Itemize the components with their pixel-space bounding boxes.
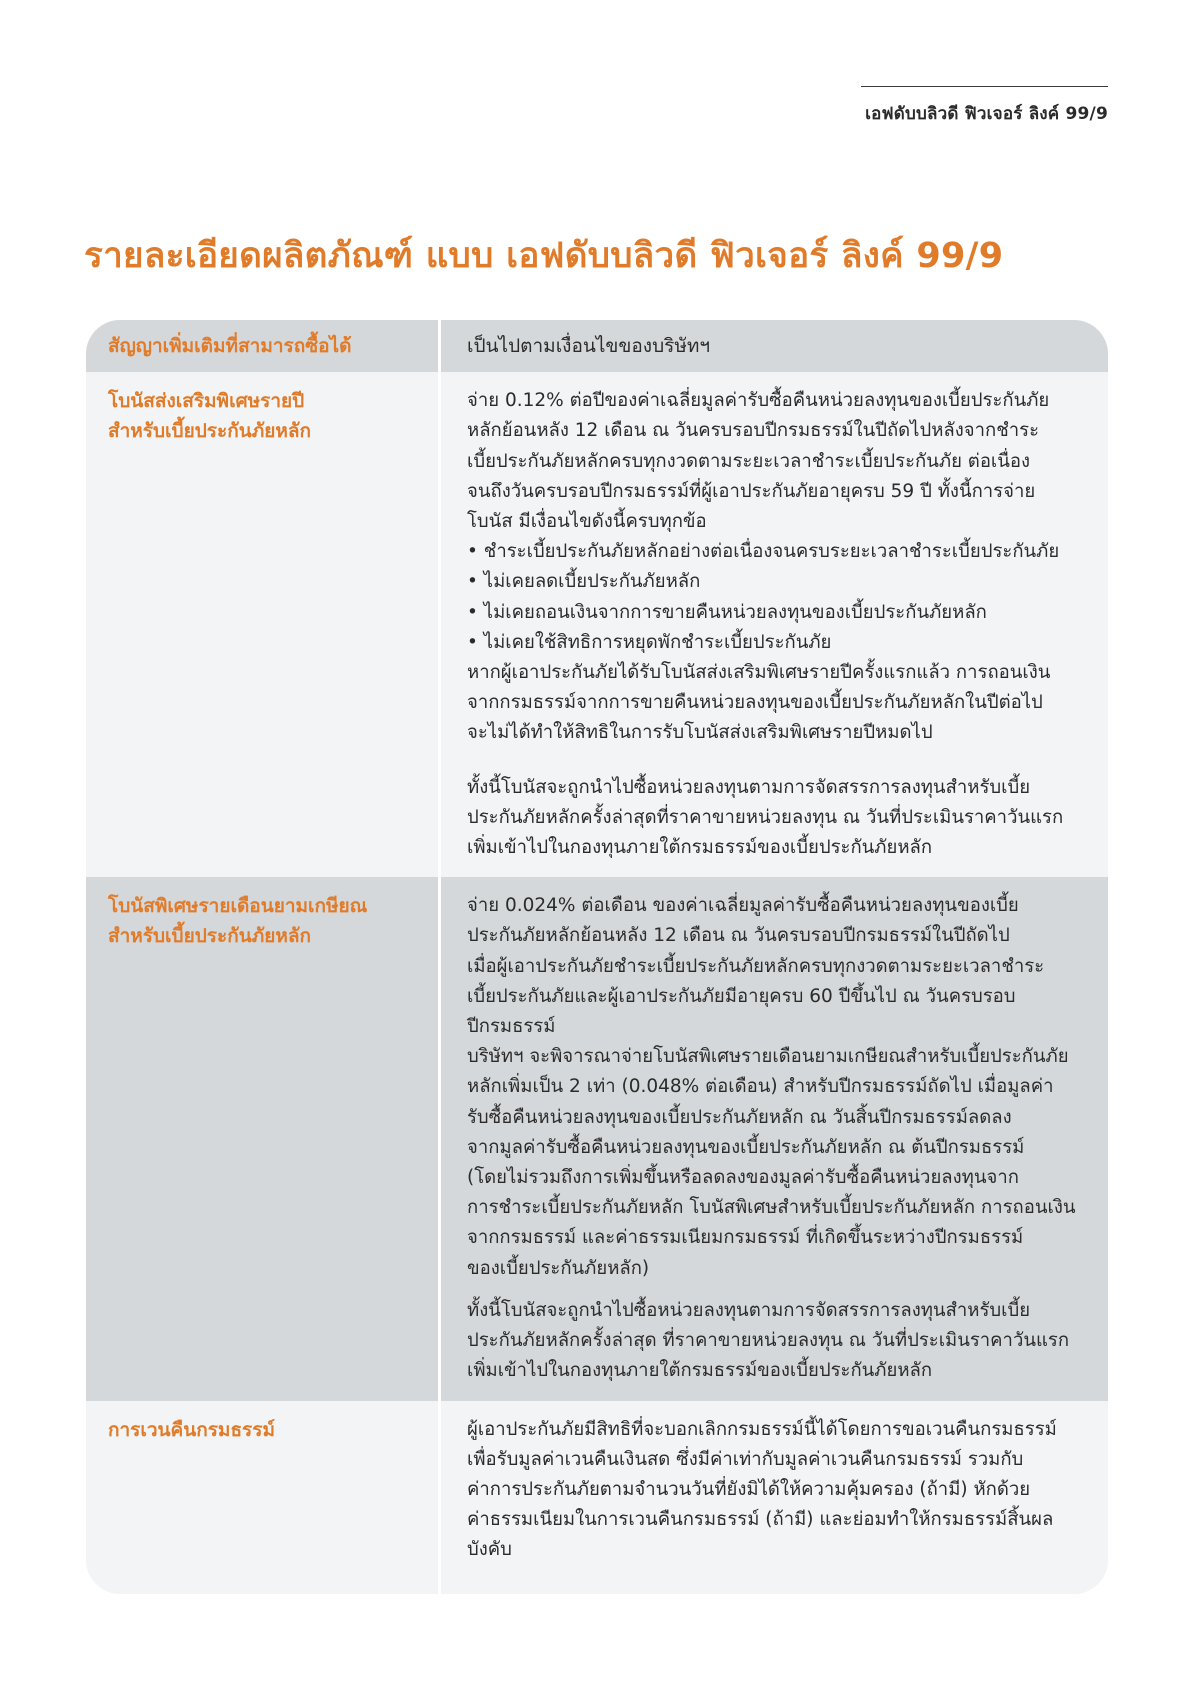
note-line: เพิ่มเข้าไปในกองทุนภายใต้กรมธรรม์ของเบี้ยประกันภัยหลัก <box>467 1360 933 1382</box>
text-line: บังคับ <box>467 1539 512 1561</box>
text-line: จากมูลค่ารับซื้อคืนหน่วยลงทุนของเบี้ยประกันภัยหลัก ณ ต้นปีกรมธรรม์ <box>467 1136 1025 1158</box>
label-line: โบนัสส่งเสริมพิเศษรายปี <box>108 390 305 413</box>
text-line: การชำระเบี้ยประกันภัยหลัก โบนัสพิเศษสำหรับเบี้ยประกันภัยหลัก การถอนเงิน <box>467 1197 1076 1219</box>
label-line: สำหรับเบี้ยประกันภัยหลัก <box>108 925 312 948</box>
condition-bullet: • ไม่เคยใช้สิทธิการหยุดพักชำระเบี้ยประกันภัย <box>467 628 1094 658</box>
note-line: ประกันภัยหลักครั้งล่าสุด ที่ราคาขายหน่วยลงทุน ณ วันที่ประเมินราคาวันแรก <box>467 1330 1070 1352</box>
row-label <box>86 1401 441 1594</box>
row-value <box>441 1401 1108 1594</box>
text-line: เบี้ยประกันภัยและผู้เอาประกันภัยมีอายุครบ 60 ปีขึ้นไป ณ วันครบรอบ <box>467 985 1016 1007</box>
row-value: เป็นไปตามเงื่อนไขของบริษัทฯ <box>467 335 711 357</box>
text-line: เพื่อรับมูลค่าเวนคืนเงินสด ซึ่งมีค่าเท่ากับมูลค่าเวนคืนกรมธรรม์ รวมกับ <box>467 1448 1024 1470</box>
text-line: ปีกรมธรรม์ <box>467 1016 556 1038</box>
table-row-riders <box>86 320 1108 372</box>
text-line: หากผู้เอาประกันภัยได้รับโบนัสส่งเสริมพิเศษรายปีครั้งแรกแล้ว การถอนเงิน <box>467 662 1051 684</box>
text-line: เมื่อผู้เอาประกันภัยชำระเบี้ยประกันภัยหลักครบทุกงวดตามระยะเวลาชำระ <box>467 955 1045 977</box>
table-row-retirement-bonus <box>86 877 1108 1400</box>
condition-bullet: • ชำระเบี้ยประกันภัยหลักอย่างต่อเนื่องจนครบระยะเวลาชำระเบี้ยประกันภัย <box>467 537 1094 567</box>
label-line: สำหรับเบี้ยประกันภัยหลัก <box>108 420 312 443</box>
row-value <box>441 877 1108 1400</box>
text-line: เบี้ยประกันภัยหลักครบทุกงวดตามระยะเวลาชำระเบี้ยประกันภัย ต่อเนื่อง <box>467 450 1031 472</box>
page-title: รายละเอียดผลิตภัณฑ์ แบบ เอฟดับบลิวดี ฟิวเจอร์ ลิงค์ 99/9 <box>84 236 1004 276</box>
note-line: เพิ่มเข้าไปในกองทุนภายใต้กรมธรรม์ของเบี้ยประกันภัยหลัก <box>467 837 933 859</box>
text-line: จะไม่ได้ทำให้สิทธิในการรับโบนัสส่งเสริมพิเศษรายปีหมดไป <box>467 722 933 744</box>
header-product-name: เอฟดับบลิวดี ฟิวเจอร์ ลิงค์ 99/9 <box>865 104 1108 124</box>
product-details-table <box>86 320 1108 1594</box>
text-line: หลักย้อนหลัง 12 เดือน ณ วันครบรอบปีกรมธรรม์ในปีถัดไปหลังจากชำระ <box>467 420 1040 442</box>
text-line: โบนัส มีเงื่อนไขดังนี้ครบทุกข้อ <box>467 511 707 533</box>
table-row-surrender <box>86 1401 1108 1594</box>
text-line: จ่าย 0.12% ต่อปีของค่าเฉลี่ยมูลค่ารับซื้อคืนหน่วยลงทุนของเบี้ยประกันภัย <box>467 390 1050 412</box>
note-line: ทั้งนี้โบนัสจะถูกนำไปซื้อหน่วยลงทุนตามการจัดสรรการลงทุนสำหรับเบี้ย <box>467 776 1031 798</box>
text-line: จนถึงวันครบรอบปีกรมธรรม์ที่ผู้เอาประกันภัยอายุครบ 59 ปี ทั้งนี้การจ่าย <box>467 480 1036 502</box>
text-line: รับซื้อคืนหน่วยลงทุนของเบี้ยประกันภัยหลัก ณ วันสิ้นปีกรมธรรม์ลดลง <box>467 1106 1012 1128</box>
text-line: ค่าการประกันภัยตามจำนวนวันที่ยังมิได้ให้ความคุ้มครอง (ถ้ามี) หักด้วย <box>467 1478 1031 1500</box>
row-label <box>86 877 441 1400</box>
text-line: (โดยไม่รวมถึงการเพิ่มขึ้นหรือลดลงของมูลค่ารับซื้อคืนหน่วยลงทุนจาก <box>467 1167 1019 1189</box>
text-line: จ่าย 0.024% ต่อเดือน ของค่าเฉลี่ยมูลค่ารับซื้อคืนหน่วยลงทุนของเบี้ย <box>467 895 1019 917</box>
text-line: จากกรมธรรม์ และค่าธรรมเนียมกรมธรรม์ ที่เกิดขึ้นระหว่างปีกรมธรรม์ <box>467 1227 1024 1249</box>
text-line: ค่าธรรมเนียมในการเวนคืนกรมธรรม์ (ถ้ามี) และย่อมทำให้กรมธรรม์สิ้นผล <box>467 1509 1054 1531</box>
paragraph-gap <box>467 1284 1094 1296</box>
text-line: ประกันภัยหลักย้อนหลัง 12 เดือน ณ วันครบรอบปีกรมธรรม์ในปีถัดไป <box>467 925 1010 947</box>
note-line: ทั้งนี้โบนัสจะถูกนำไปซื้อหน่วยลงทุนตามการจัดสรรการลงทุนสำหรับเบี้ย <box>467 1299 1031 1321</box>
note-line: ประกันภัยหลักครั้งล่าสุดที่ราคาขายหน่วยลงทุน ณ วันที่ประเมินราคาวันแรก <box>467 806 1064 828</box>
row-value <box>441 372 1108 877</box>
table-row-annual-bonus <box>86 372 1108 877</box>
header-divider <box>861 86 1108 87</box>
row-label <box>86 372 441 877</box>
label-line: การเวนคืนกรมธรรม์ <box>108 1418 275 1441</box>
text-line: ผู้เอาประกันภัยมีสิทธิที่จะบอกเลิกกรมธรรม์นี้ได้โดยการขอเวนคืนกรมธรรม์ <box>467 1418 1057 1440</box>
label-line: โบนัสพิเศษรายเดือนยามเกษียณ <box>108 895 368 918</box>
text-line: ของเบี้ยประกันภัยหลัก) <box>467 1257 650 1279</box>
paragraph-gap <box>467 749 1094 773</box>
text-line: บริษัทฯ จะพิจารณาจ่ายโบนัสพิเศษรายเดือนยามเกษียณสำหรับเบี้ยประกันภัย <box>467 1046 1069 1068</box>
condition-bullet: • ไม่เคยถอนเงินจากการขายคืนหน่วยลงทุนของเบี้ยประกันภัยหลัก <box>467 598 1094 628</box>
row-label: สัญญาเพิ่มเติมที่สามารถซื้อได้ <box>86 320 441 372</box>
text-line: จากกรมธรรม์จากการขายคืนหน่วยลงทุนของเบี้ยประกันภัยหลักในปีต่อไป <box>467 692 1043 714</box>
text-line: หลักเพิ่มเป็น 2 เท่า (0.048% ต่อเดือน) สำหรับปีกรมธรรม์ถัดไป เมื่อมูลค่า <box>467 1076 1054 1098</box>
condition-bullet: • ไม่เคยลดเบี้ยประกันภัยหลัก <box>467 567 1094 597</box>
